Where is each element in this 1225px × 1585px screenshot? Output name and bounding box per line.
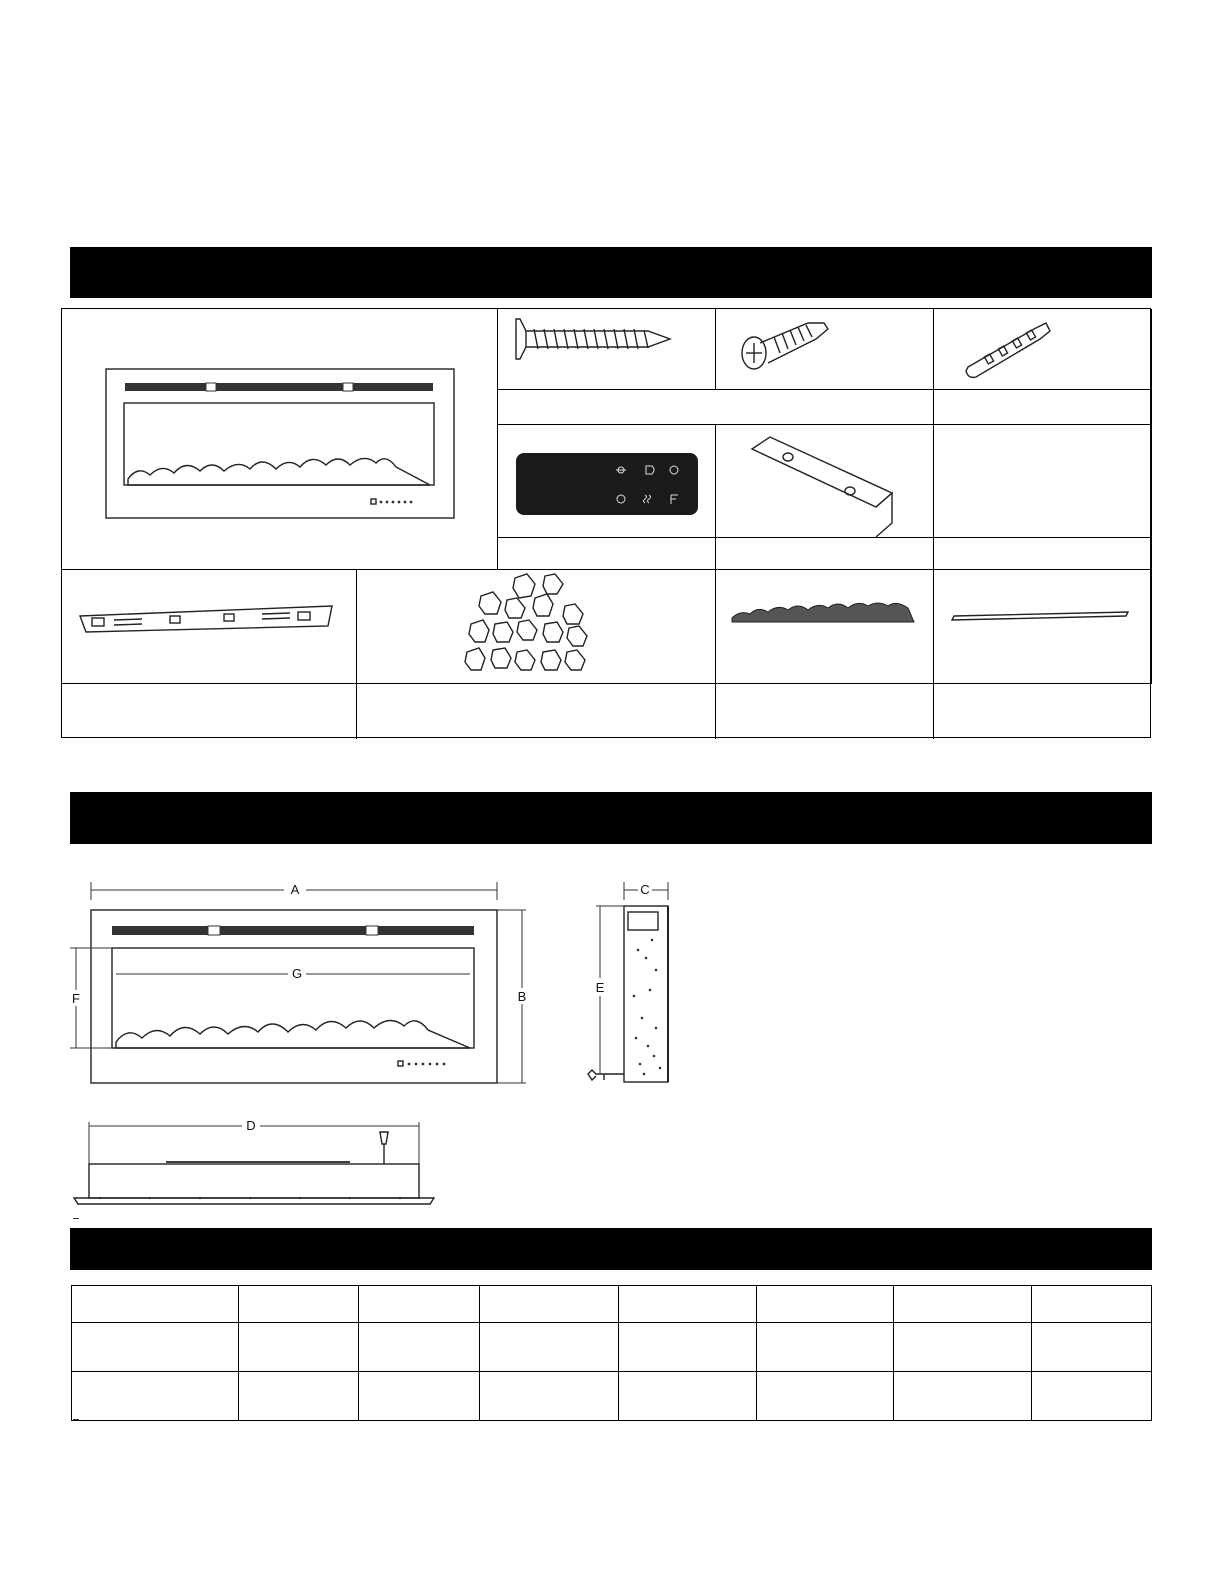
section-header-specifications (70, 1228, 1152, 1270)
phillips-screw-icon (716, 309, 934, 390)
trim-strip-icon (934, 570, 1152, 684)
parts-cell-fireplace (62, 309, 498, 570)
l-bracket-icon (716, 425, 934, 538)
wall-mounting-bracket-icon (62, 570, 357, 684)
wall-anchor-icon (934, 309, 1152, 390)
table-cell (756, 1323, 894, 1372)
footnote-mark (73, 1419, 79, 1420)
crystal-pieces-icon (357, 570, 716, 684)
table-cell (238, 1323, 358, 1372)
table-cell (479, 1286, 619, 1323)
parts-label-trim-strip (934, 684, 1152, 739)
parts-cell-trim-strip (934, 570, 1152, 684)
table-cell (619, 1286, 757, 1323)
table-cell (894, 1372, 1032, 1421)
dimension-label-a: A (290, 882, 300, 897)
fireplace-front-illustration (62, 309, 498, 570)
dimension-label-b: B (517, 989, 527, 1004)
table-cell (1031, 1323, 1151, 1372)
parts-cell-phillips-screw (716, 309, 934, 390)
dimension-label-g: G (291, 966, 303, 981)
parts-cell-wall-bracket (62, 570, 357, 684)
table-cell (72, 1323, 239, 1372)
table-cell (359, 1286, 479, 1323)
table-row (72, 1372, 1152, 1421)
table-cell (359, 1372, 479, 1421)
table-cell (1031, 1372, 1151, 1421)
parts-cell-countersunk-screw (498, 309, 716, 390)
parts-label-crystals (357, 684, 716, 739)
table-cell (359, 1323, 479, 1372)
dimension-label-c: C (640, 882, 650, 897)
specification-table (71, 1285, 1152, 1421)
table-cell (479, 1372, 619, 1421)
dimension-label-d: D (246, 1118, 256, 1133)
dimension-label-e: E (595, 980, 605, 995)
side-view-dimension-drawing (582, 878, 692, 1098)
top-view-dimension-drawing (70, 1118, 440, 1218)
table-row (72, 1323, 1152, 1372)
table-cell (894, 1286, 1032, 1323)
section-header-contents (70, 247, 1152, 298)
parts-cell-wall-anchor (934, 309, 1152, 390)
table-cell (1031, 1286, 1151, 1323)
parts-label-log-set (716, 684, 934, 739)
parts-label-bracket (716, 538, 934, 570)
parts-label-anchor (934, 390, 1152, 425)
parts-cell-log-set (716, 570, 934, 684)
table-cell (479, 1323, 619, 1372)
parts-cell-l-bracket (716, 425, 934, 538)
section-header-dimensions (70, 792, 1152, 844)
parts-table (61, 308, 1151, 738)
parts-cell-empty (934, 425, 1152, 538)
table-cell (756, 1286, 894, 1323)
parts-cell-remote (498, 425, 716, 538)
parts-label-remote (498, 538, 716, 570)
parts-cell-crystals (357, 570, 716, 684)
dimension-label-f: F (72, 991, 80, 1006)
footnote-mark (73, 1218, 79, 1219)
table-cell (894, 1323, 1032, 1372)
table-cell (238, 1286, 358, 1323)
log-set-icon (716, 570, 934, 684)
table-cell (72, 1286, 239, 1323)
table-cell (619, 1372, 757, 1421)
parts-label-wall-bracket (62, 684, 357, 739)
table-cell (619, 1323, 757, 1372)
table-row (72, 1286, 1152, 1323)
table-cell (238, 1372, 358, 1421)
front-view-dimension-drawing (70, 878, 540, 1098)
remote-control-icon (498, 425, 716, 538)
table-cell (756, 1372, 894, 1421)
parts-label-empty (934, 538, 1152, 570)
countersunk-screw-icon (498, 309, 716, 390)
parts-label-screws (498, 390, 934, 425)
table-cell (72, 1372, 239, 1421)
